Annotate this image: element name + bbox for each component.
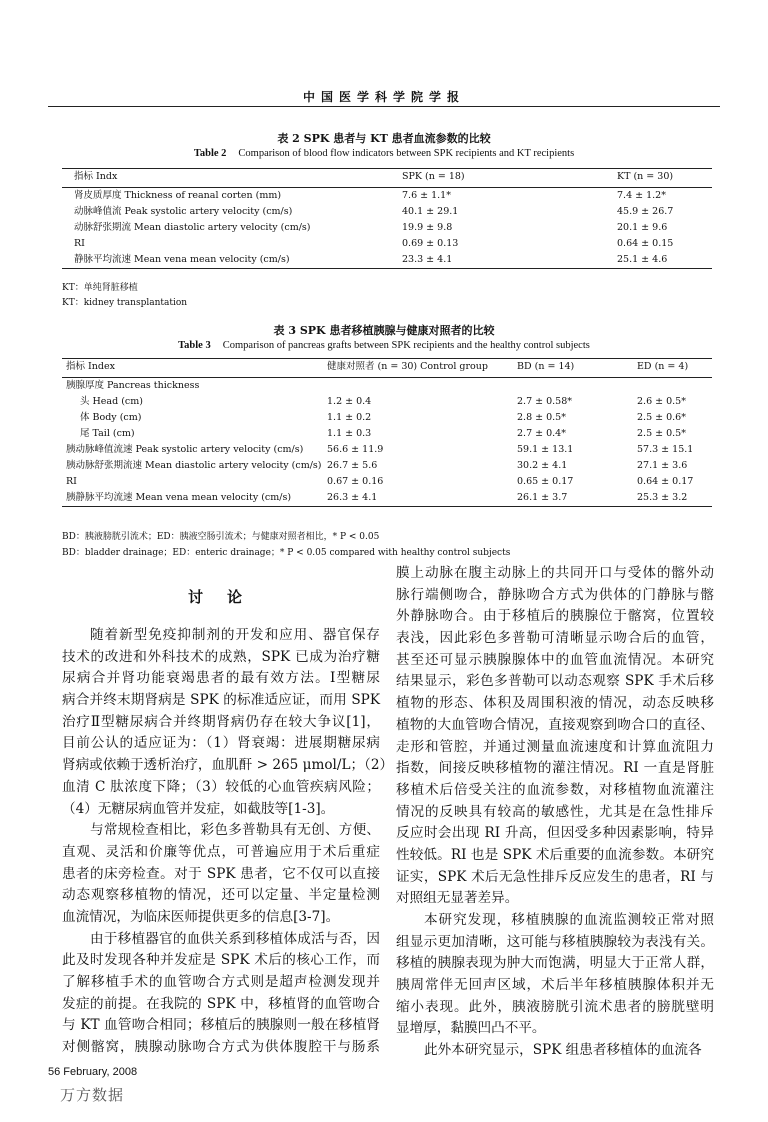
- table-cell: 57.3 ± 15.1: [637, 444, 694, 455]
- text-line: 血清 C 肽浓度下降；（3）较低的心血管疾病风险；: [62, 778, 380, 795]
- table-cell: 19.9 ± 9.8: [402, 222, 453, 233]
- row-label: RI: [74, 238, 85, 249]
- text-line: 此及时发现各种并发症是 SPK 术后的核心工作，而: [62, 952, 380, 969]
- text-line: 发症的前提。在我院的 SPK 中，移植肾的血管吻合: [62, 995, 380, 1012]
- text-line: 植物的大血管吻合情况，直接观察到吻合口的直径、: [396, 716, 714, 733]
- table3-note-cn: BD：胰液膀胱引流术；ED：胰液空肠引流术；与健康对照者相比，* P < 0.05: [62, 532, 380, 542]
- table3-label: Table 3: [178, 340, 211, 351]
- text-line: 此外本研究显示，SPK 组患者移植体的血流各: [424, 1042, 702, 1059]
- text-line: 指数，间接反映移植物的灌注情况。RI 一直是肾脏: [396, 760, 714, 777]
- table2-title-en-text: Comparison of blood flow indicators between SPK recipients and KT recipients: [238, 148, 575, 159]
- column-header: KT (n = 30): [617, 171, 674, 182]
- table-cell: 25.3 ± 3.2: [637, 492, 688, 503]
- text-line: 治疗Ⅱ型糖尿病合并终期肾病仍存在较大争议[1]，: [62, 713, 380, 730]
- table-cell: 2.5 ± 0.5*: [637, 428, 686, 439]
- table-bottom-rule: [62, 506, 712, 507]
- table-row: [62, 410, 712, 426]
- text-line: 病合并终末期肾病是 SPK 的标准适应证，而用 SPK: [62, 692, 380, 709]
- table-row: [62, 394, 712, 410]
- row-label: 胰动脉峰值流速 Peak systolic artery velocity (cm/s): [66, 444, 304, 455]
- text-line: 由于移植器官的血供关系到移植体成活与否，因: [90, 930, 380, 947]
- row-label: 尾 Tail (cm): [80, 428, 135, 439]
- table-cell: 20.1 ± 9.6: [617, 222, 668, 233]
- text-line: 动态观察移植物的情况，还可以定量、半定量检测: [62, 887, 380, 904]
- text-line: 显增厚，黏膜凹凸不平。: [396, 1020, 546, 1037]
- table-cell: 0.64 ± 0.15: [617, 238, 674, 249]
- table3-note-en: BD：bladder drainage；ED：enteric drainage；* P < 0.05 compared with healthy control subjects: [62, 548, 511, 558]
- table-cell: 27.1 ± 3.6: [637, 460, 688, 471]
- table-cell: 25.1 ± 4.6: [617, 254, 668, 265]
- right-column: [396, 563, 714, 1062]
- table-cell: 59.1 ± 13.1: [517, 444, 574, 455]
- text-line: 缩小表现。此外，胰液膀胱引流术患者的膀胱壁明: [396, 998, 714, 1015]
- table-cell: 2.7 ± 0.58*: [517, 396, 573, 407]
- table-cell: 2.5 ± 0.6*: [637, 412, 686, 423]
- text-line: 结果显示，彩色多普勒可以动态观察 SPK 手术后移: [396, 673, 714, 690]
- column-header: BD (n = 14): [517, 361, 575, 372]
- text-line: 与常规检查相比，彩色多普勒具有无创、方便、: [90, 822, 380, 839]
- table2-note-cn: KT：单纯肾脏移植: [62, 283, 138, 293]
- table-row: [62, 474, 712, 490]
- table-cell: 30.2 ± 4.1: [517, 460, 568, 471]
- text-line: 随着新型免疫抑制剂的开发和应用、器官保存: [90, 627, 380, 643]
- table2-note-en: KT：kidney transplantation: [62, 298, 188, 308]
- text-line: 血流情况，为临床医师提供更多的信息[3-7]。: [62, 908, 340, 925]
- table2-label: Table 2: [193, 148, 227, 159]
- text-line: 移植术后倍受关注的血流参数，对移植物血流灌注: [396, 781, 714, 798]
- table3-title-en-text: Comparison of pancreas grafts between SPK recipients and the healthy control subjects: [222, 340, 590, 351]
- table-cell: 40.1 ± 29.1: [402, 206, 459, 217]
- text-line: 外静脉吻合。由于移植后的胰腺位于髂窝，位置较: [396, 608, 714, 625]
- row-label: 静脉平均流速 Mean vena mean velocity (cm/s): [74, 254, 290, 265]
- text-line: 胰周常伴无回声区域，术后半年移植胰腺体积并无: [396, 977, 714, 994]
- table-cell: 56.6 ± 11.9: [327, 444, 384, 455]
- row-label: 动脉峰值流 Peak systolic artery velocity (cm/s): [74, 206, 293, 217]
- text-line: 尿病合并肾功能衰竭患者的最有效方法。Ⅰ型糖尿: [62, 670, 380, 687]
- text-line: 移植的胰腺表现为肿大而饱满，明显大于正常人群，: [396, 955, 714, 972]
- text-line: 组显示更加清晰，这可能与移植胰腺较为表浅有关。: [396, 933, 714, 950]
- text-line: 技术的改进和外科技术的成熟，SPK 已成为治疗糖: [62, 648, 380, 665]
- row-label: 肾皮质厚度 Thickness of reanal corten (mm): [74, 190, 282, 201]
- table-cell: 1.2 ± 0.4: [327, 396, 372, 407]
- text-line: 表浅，因此彩色多普勒可清晰显示吻合后的血管，: [396, 630, 714, 647]
- left-column: [62, 625, 394, 1059]
- text-line: 性较低。RI 也是 SPK 术后重要的血流参数。本研究: [396, 846, 714, 863]
- table-row: [62, 490, 712, 506]
- table-row: [62, 426, 712, 442]
- text-line: 证实，SPK 术后无急性排斥反应发生的患者，RI 与: [396, 868, 714, 885]
- text-line: 植物的形态、体积及周围积液的情况，动态反映移: [396, 695, 714, 712]
- table3-title-cn: 表 3 SPK 患者移植胰腺与健康对照者的比较: [273, 324, 495, 337]
- column-header: SPK (n = 18): [402, 171, 465, 182]
- text-line: 走形和管腔，并通过测量血流速度和计算血流阻力: [396, 738, 714, 755]
- table-bottom-rule: [62, 268, 712, 269]
- table3: [62, 358, 712, 507]
- table-cell: 23.3 ± 4.1: [402, 254, 453, 265]
- table-cell: 26.7 ± 5.6: [327, 460, 378, 471]
- table-cell: 0.67 ± 0.16: [327, 476, 384, 487]
- table-row: [62, 378, 712, 394]
- text-line: 膜上动脉在腹主动脉上的共同开口与受体的髂外动: [396, 565, 714, 581]
- text-line: 直观、灵活和价廉等优点，可普遍应用于术后重症: [62, 843, 380, 860]
- column-header: 指标 Index: [66, 361, 115, 372]
- page-footer: 56 February, 2008: [48, 1066, 138, 1078]
- column-header: ED (n = 4): [637, 361, 689, 372]
- row-label: 体 Body (cm): [80, 412, 142, 423]
- text-line: 对照组无显著差异。: [396, 890, 519, 907]
- table-cell: 0.65 ± 0.17: [517, 476, 574, 487]
- table2-title-en: [0, 148, 768, 159]
- table-cell: 7.4 ± 1.2*: [617, 190, 666, 201]
- table-row: [62, 220, 712, 236]
- table-cell: 2.8 ± 0.5*: [517, 412, 566, 423]
- column-header: 指标 Indx: [74, 171, 118, 182]
- table-header-row: [62, 359, 712, 377]
- running-header: 中国医学科学院学报: [302, 90, 465, 104]
- table-row: [62, 188, 712, 204]
- table-cell: 7.6 ± 1.1*: [402, 190, 451, 201]
- table-cell: 45.9 ± 26.7: [617, 206, 674, 217]
- row-label: RI: [66, 476, 77, 487]
- header-rule: [48, 106, 720, 107]
- section-heading: 讨论: [188, 588, 267, 606]
- row-label: 胰腺厚度 Pancreas thickness: [66, 380, 200, 391]
- text-line: （4）无糖尿病血管并发症，如截肢等[1-3]。: [62, 800, 335, 817]
- text-line: 了解移植手术的血管吻合方式则是超声检测发现并: [62, 974, 380, 990]
- table-cell: 26.1 ± 3.7: [517, 492, 568, 503]
- text-line: 患者的床旁检查。对于 SPK 患者，它不仅可以直接: [62, 865, 380, 882]
- table-cell: 2.7 ± 0.4*: [517, 428, 566, 439]
- text-line: 对侧髂窝，胰腺动脉吻合方式为供体腹腔干与肠系: [62, 1039, 380, 1056]
- table2: [62, 168, 712, 269]
- watermark: 万方数据: [60, 1086, 125, 1104]
- table3-title-en: [0, 340, 768, 351]
- row-label: 胰动脉舒张期流速 Mean diastolic artery velocity (cm/s): [66, 460, 322, 471]
- table-row: [62, 458, 712, 474]
- table-row: [62, 204, 712, 220]
- table-cell: 2.6 ± 0.5*: [637, 396, 686, 407]
- row-label: 头 Head (cm): [80, 396, 143, 407]
- table-row: [62, 442, 712, 458]
- table-cell: 0.64 ± 0.17: [637, 476, 694, 487]
- text-line: 目前公认的适应证为：（1）肾衰竭：进展期糖尿病: [62, 735, 380, 752]
- table-row: [62, 236, 712, 252]
- table-cell: 1.1 ± 0.2: [327, 412, 372, 423]
- text-line: 肾病或依赖于透析治疗，血肌酐 > 265 μmol/L；（2）: [62, 757, 394, 774]
- text-line: 情况的反映具有较高的敏感性，尤其是在急性排斥: [396, 803, 714, 820]
- table-cell: 0.69 ± 0.13: [402, 238, 459, 249]
- table-cell: 26.3 ± 4.1: [327, 492, 378, 503]
- table2-title-cn: 表 2 SPK 患者与 KT 患者血流参数的比较: [277, 132, 491, 145]
- column-header: 健康对照者 (n = 30) Control group: [327, 361, 488, 372]
- text-line: 反应时会出现 RI 升高，但因受多种因素影响，特异: [396, 825, 714, 842]
- text-line: 本研究发现，移植胰腺的血流监测较正常对照: [424, 912, 714, 928]
- row-label: 胰静脉平均流速 Mean vena mean velocity (cm/s): [66, 492, 292, 503]
- text-line: 甚至还可显示胰腺腺体中的血管血流情况。本研究: [396, 651, 714, 668]
- table-cell: 1.1 ± 0.3: [327, 428, 372, 439]
- row-label: 动脉舒张期流 Mean diastolic artery velocity (cm/s): [74, 222, 311, 233]
- text-line: 与 KT 血管吻合相同；移植后的胰腺则一般在移植肾: [62, 1017, 380, 1034]
- table-row: [62, 252, 712, 268]
- table-header-row: [62, 169, 712, 187]
- text-line: 脉行端侧吻合，静脉吻合方式为供体的门静脉与髂: [396, 586, 714, 603]
